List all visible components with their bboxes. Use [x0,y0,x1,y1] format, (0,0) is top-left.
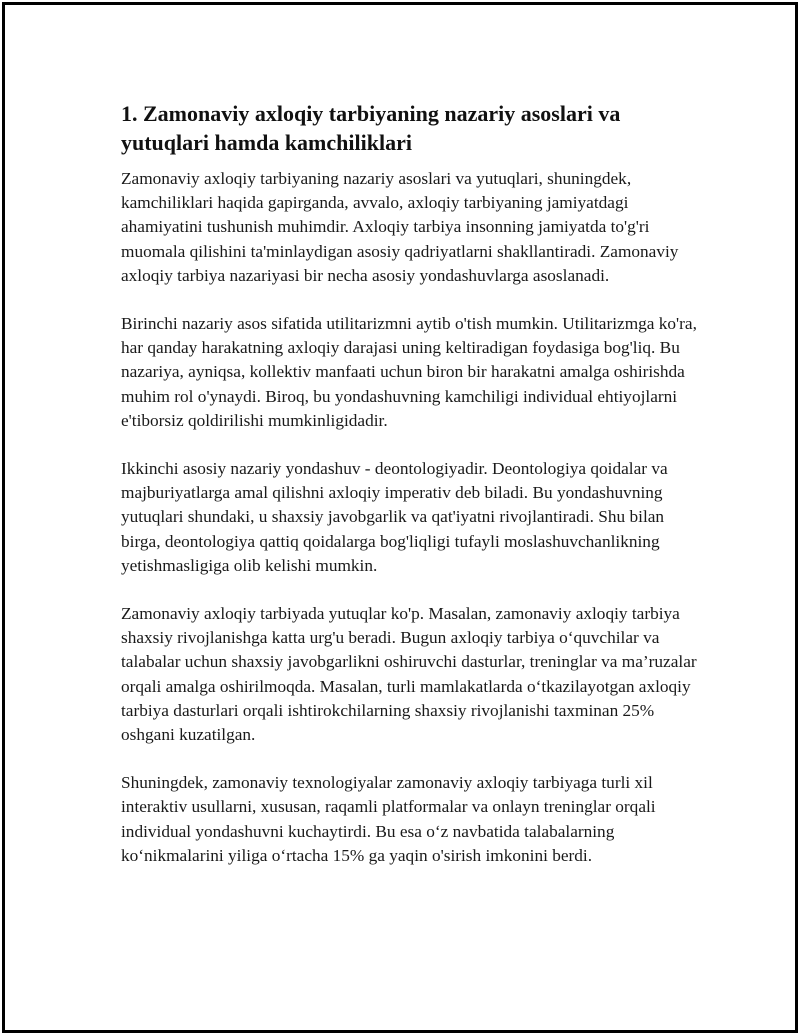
paragraph-technologies: Shuningdek, zamonaviy texnologiyalar zamonaviy axloqiy tarbiyaga turli xil interaktiv usullarni, xususan, raqamli platformalar va onlayn treninglar orqali individual yondashuvni kuchaytirdi. Bu esa o‘z navbatida talabalarning ko‘nikmalarini yiliga o‘rtacha 15% ga yaqin o'sirish imkonini berdi. [121,773,656,865]
page-frame [2,2,798,1033]
paragraph-achievements: Zamonaviy axloqiy tarbiyada yutuqlar ko'p. Masalan, zamonaviy axloqiy tarbiya shaxsiy rivojlanishga katta urg'u beradi. Bugun axloqiy tarbiya o‘quvchilar va talabalar uchun shaxsiy javobgarlikni oshiruvchi dasturlar, treninglar va ma’ruzalar orqali amalga oshirilmoqda. Masalan, turli mamlakatlarda o‘tkazilayotgan axloqiy tarbiya dasturlari orqali ishtirokchilarning shaxsiy rivojlanishi taxminan 25% oshgani kuzatilgan. [121,604,697,745]
paragraph-intro: Zamonaviy axloqiy tarbiyaning nazariy asoslari va yutuqlari, shuningdek, kamchiliklari haqida gapirganda, avvalo, axloqiy tarbiyaning jamiyatdagi ahamiyatini tushunish muhimdir. Axloqiy tarbiya insonning jamiyatda to'g'ri muomala qilishini ta'minlaydigan asosiy qadriyatlarni shakllantiradi. Zamonaviy axloqiy tarbiya nazariyasi bir necha asosiy yondashuvlarga asoslanadi. [121,169,679,285]
document-body [121,99,701,892]
paragraph-deontology: Ikkinchi asosiy nazariy yondashuv - deontologiyadir. Deontologiya qoidalar va majburiyatlarga amal qilishni axloqiy imperativ deb biladi. Bu yondashuvning yutuqlari shundaki, u shaxsiy javobgarlik va qat'iyatni rivojlantiradi. Shu bilan birga, deontologiya qattiq qoidalarga bog'liqligi tufayli moslashuvchanlikning yetishmasligiga olib kelishi mumkin. [121,459,668,575]
paragraph-utilitarianism: Birinchi nazariy asos sifatida utilitarizmni aytib o'tish mumkin. Utilitarizmga ko'ra, har qanday harakatning axloqiy darajasi uning keltiradigan foydasiga bog'liq. Bu nazariya, ayniqsa, kollektiv manfaati uchun biron bir harakatni amalga oshirishda muhim rol o'ynaydi. Biroq, bu yondashuvning kamchiligi individual ehtiyojlarni e'tiborsiz qoldirilishi mumkinligidadir. [121,314,697,430]
section-heading: 1. Zamonaviy axloqiy tarbiyaning nazariy asoslari va yutuqlari hamda kamchiliklari [121,101,621,155]
